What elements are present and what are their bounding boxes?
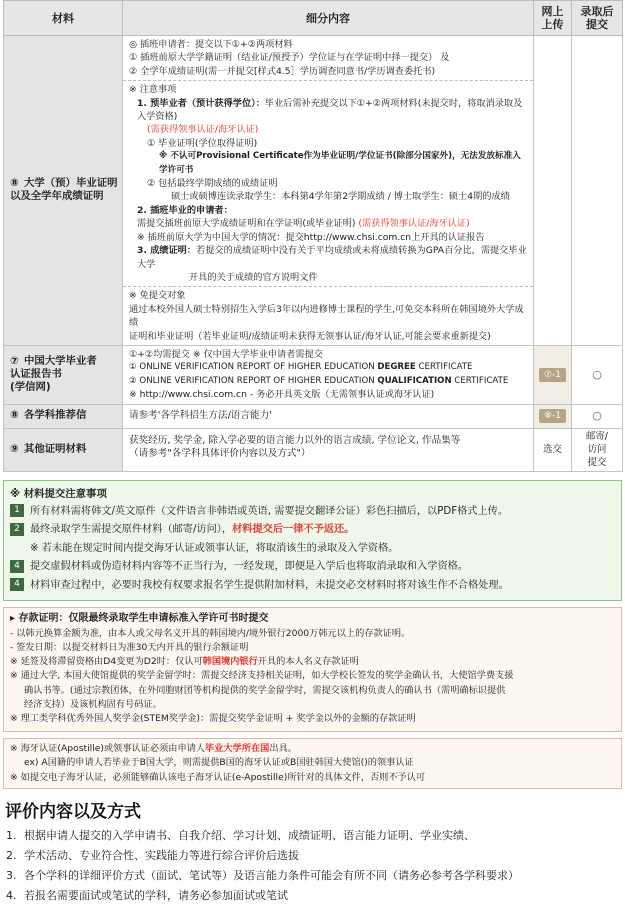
evaluation-item <box>6 886 622 906</box>
detail-text: 毕业后需补充提交以下①+②两项材料(未提交时，将取消录取及入学资格) <box>137 97 523 123</box>
detail-heading: 1. 预毕业者（预计获得学位）： <box>137 97 265 109</box>
divider <box>123 80 533 81</box>
apostille-line <box>10 742 615 757</box>
note-number: 4 <box>10 578 24 591</box>
apostille-box <box>3 738 622 790</box>
header-detail: 细分内容 <box>123 1 534 36</box>
cell-upload-chsi <box>534 345 572 404</box>
detail-text: QUALIFICATION <box>377 375 452 386</box>
deposit-text: 开具的本人名义存款证明 <box>257 656 359 668</box>
detail-text: (需获得领事认证/海牙认证) <box>358 218 470 230</box>
evaluation-number: 3. <box>6 869 17 883</box>
detail-line <box>129 361 529 374</box>
row-detail-chsi <box>123 345 534 404</box>
apostille-text: 出具。 <box>269 742 297 754</box>
detail-text: CERTIFICATE <box>415 362 473 373</box>
row-number: ⑧ <box>10 177 19 190</box>
detail-line: ※ 注意事项 <box>129 84 177 96</box>
table-row-graduation <box>4 36 623 346</box>
detail-text: CERTIFICATE <box>451 375 509 386</box>
evaluation-number: 2. <box>6 849 17 863</box>
detail-line: 证明和毕业证明（若毕业证明/成绩证明未获得无领事认证/海牙认证,可能会要求重新提交) <box>129 330 491 342</box>
upload-tag: ⑧-1 <box>539 409 566 423</box>
table-row-recommendation <box>4 404 623 428</box>
upload-tag: ⑦-1 <box>539 368 566 382</box>
submit-after-circle: ○ <box>592 367 602 381</box>
evaluation-text: 若报名需要面试或笔试的学科，请务必参加面试或笔试 <box>24 889 288 903</box>
note-item <box>10 540 615 559</box>
row-detail-graduation <box>123 36 534 346</box>
deposit-line: 确认书等。(通过宗教团体，在外同胞财团等机构提供的奖学金留学时，需提交该机构负责人的确认书（需明确标识提供 <box>24 684 506 696</box>
apostille-text: ※ 海牙认证(Apostille)或领事认证必须由申请人 <box>10 742 206 754</box>
evaluation-item <box>6 866 622 886</box>
note-item <box>10 558 615 577</box>
row-number: ⑦ <box>10 354 19 367</box>
detail-line: 硕士或硕博连读录取学生：本科第4学年第2学期成绩 / 博士取学生：硕士4期的成绩 <box>171 191 510 203</box>
detail-line <box>129 244 529 271</box>
deposit-line: - 签发日期：以提交材料日为准30天内开具的银行余额证明 <box>10 641 249 653</box>
detail-line: ① 插班前原大学学籍证明（结业证/预授予）学位证与在学证明中择一提交） 及 <box>129 52 450 64</box>
row-label-text: 大学（预）毕业证明 以及全学年成绩证明 <box>10 177 118 203</box>
divider <box>123 286 533 287</box>
row-detail-recommendation: 请参考'各学科招生方法/语言能力' <box>123 404 534 428</box>
table-row-chsi <box>4 345 623 404</box>
evaluation-text: 学术活动、专业符合性、实践能力等进行综合评价后选拔 <box>24 849 299 863</box>
deposit-line: 经济支持）及该机构固有号码证。 <box>24 699 162 711</box>
row-label-other <box>4 428 123 471</box>
note-item <box>10 503 615 522</box>
cell-after-graduation <box>572 36 623 346</box>
detail-line: ◎ 插班申请者：提交以下①+②两项材料 <box>129 39 293 50</box>
detail-line: ② 包括最终学期成绩的成绩证明 <box>147 178 278 190</box>
deposit-line: ※ 通过大学, 本国大使馆提供的奖学金留学时：需提交经济支持相关证明，如大学校长签发的奖学金确认书，大使馆学费支援 <box>10 670 514 682</box>
detail-line: 开具的关于成绩的官方说明文件 <box>189 271 318 283</box>
evaluation-number: 4. <box>6 889 17 903</box>
note-item <box>10 521 615 540</box>
deposit-title: ▸ 存款证明：仅限最终录取学生申请标准入学许可书时提交 <box>10 613 269 625</box>
deposit-line: ※ 理工类学科优秀外国人奖学金(STEM奖学金)：需提交奖学金证明 + 奖学金以外的金额的存款证明 <box>10 713 416 725</box>
detail-line: （请参考"各学科具体评价内容以及方式"） <box>129 447 311 459</box>
apostille-line: ※ 如提交电子海牙认证，必须能够确认该电子海牙认证(e-Apostille)所针对的具体文件，否则不予认可 <box>10 771 426 783</box>
evaluation-number: 1. <box>6 829 17 843</box>
note-number: 4 <box>10 560 24 573</box>
detail-text: DEGREE <box>377 362 416 373</box>
detail-line: ① 毕业证明(学位取得证明) <box>147 137 258 149</box>
detail-line: ※ http://www.chsi.com.cn - 务必开具英文版（无需领事认证或海牙认证) <box>129 389 435 401</box>
detail-text: ② ONLINE VERIFICATION REPORT OF HIGHER EDUCATION <box>129 375 378 386</box>
evaluation-list <box>3 826 622 906</box>
cell-after-chsi <box>572 345 623 404</box>
row-label-text: 中国大学毕业者 认证报告书 (学信网) <box>10 354 97 394</box>
note-text: 最终录取学生需提交原件材料（邮寄/访问）， <box>30 524 233 536</box>
evaluation-title: 评价内容以及方式 <box>5 802 141 823</box>
submit-after-circle: ○ <box>592 408 602 422</box>
evaluation-text: 各个学科的详细评价方式（面试、笔试等）及语言能力条件可能会有所不同（请务必参考各学科要求） <box>24 869 519 883</box>
note-warning: 材料提交后一律不予返还。 <box>232 524 355 536</box>
table-header-row <box>4 1 623 36</box>
detail-line: ※ 不认可Provisional Certificate作为毕业证明/学位证书(除部分国家外)，无法发放标准入学许可书 <box>159 151 521 175</box>
row-label-chsi <box>4 345 123 404</box>
detail-text: 若提交的成绩证明中没有关于平均成绩或未将成绩转换为GPA百分比，需提交毕业大学 <box>137 245 527 270</box>
evaluation-item <box>6 826 622 846</box>
header-upload: 网上 上传 <box>534 1 572 36</box>
detail-line <box>129 97 529 124</box>
note-text: 材料审查过程中，必要时我校有权要求报名学生提供附加材料，未提交必交材料时将对该生作不合格处理。 <box>30 579 509 591</box>
detail-text: 需提交插班前原大学成绩证明和在学证明(或毕业证明) <box>137 218 356 230</box>
deposit-text: ※ 延签及将滞留资格由D4变更为D2时：仅认可 <box>10 656 203 668</box>
requirements-table <box>3 0 623 472</box>
detail-heading: 3. 成绩证明： <box>137 245 197 257</box>
note-text: ※ 若未能在规定时间内提交海牙认证或领事认证，将取消该生的录取及入学资格。 <box>30 542 399 554</box>
apostille-highlight: 毕业大学所在国 <box>205 742 270 754</box>
page <box>3 0 622 906</box>
deposit-highlight: 韩国境内银行 <box>202 656 258 668</box>
detail-line: 获奖经历, 奖学金, 除入学必要的语言能力以外的语言成绩, 学位论文, 作品集等 <box>129 434 461 446</box>
detail-line <box>129 217 529 230</box>
deposit-line: - 以韩元换算金额为准，由本人或父母名义开具的韩国境内/境外银行2000万韩元以上的存款证明。 <box>10 627 411 639</box>
cell-after-other: 邮寄/ 访问 提交 <box>572 428 623 471</box>
cell-upload-graduation <box>534 36 572 346</box>
note-text: 所有材料需将韩文/英文原件（文件语言非韩语或英语, 需要提交翻译公证）彩色扫描后，以PDF格式上传。 <box>30 505 509 517</box>
detail-line: 通过本校外国人硕士特别招生入学后3年以内进修博士课程的学生,可免交本科所在韩国境外大学成绩 <box>129 303 524 329</box>
row-detail-other <box>123 428 534 471</box>
note-number: 1 <box>10 504 24 517</box>
row-label-graduation <box>4 36 123 346</box>
header-material: 材料 <box>4 1 123 36</box>
row-label-recommendation <box>4 404 123 428</box>
row-label-text: 各学科推荐信 <box>24 409 87 422</box>
detail-line: 2. 插班毕业的申请者： <box>137 204 233 216</box>
cell-after-recommendation <box>572 404 623 428</box>
detail-line: ② 全学年成绩证明(需一并提交[样式4.5］学历调查同意书/学历调查委托书) <box>129 65 436 77</box>
deposit-box <box>3 607 622 731</box>
header-after: 录取后 提交 <box>572 1 623 36</box>
note-item <box>10 577 615 596</box>
evaluation-item <box>6 846 622 866</box>
row-number: ⑧ <box>10 409 19 422</box>
detail-line <box>129 375 529 388</box>
submission-notes-box <box>3 480 622 602</box>
cell-upload-recommendation <box>534 404 572 428</box>
table-row-other <box>4 428 623 471</box>
detail-text: ① ONLINE VERIFICATION REPORT OF HIGHER EDUCATION <box>129 362 378 373</box>
evaluation-text: 根据申请人提交的入学申请书、自我介绍、学习计划、成绩证明、语言能力证明、学业实绩、 <box>24 829 475 843</box>
cell-upload-other: 选交 <box>534 428 572 471</box>
note-number: 2 <box>10 523 24 536</box>
detail-line: ※ 免提交对象 <box>129 290 186 302</box>
notes-title: ※ 材料提交注意事项 <box>10 487 107 500</box>
note-text: 提交虚假材料或伪造材料内容等不正当行为，一经发现，即便是入学后也将取消录取和入学资格。 <box>30 561 469 573</box>
detail-line: ①+②均需提交 ※ 仅中国大学毕业申请者需提交 <box>129 348 323 360</box>
deposit-line <box>10 655 615 669</box>
detail-line: ※ 插班前原大学为中国大学的情况：提交http://www.chsi.com.cn上开具的认证报告 <box>137 231 485 243</box>
apostille-line: ex) A国籍的申请人若毕业于B国大学，则需提供B国的海牙认证或B国驻韩国大使馆()的领事认证 <box>24 757 414 769</box>
row-number: ⑨ <box>10 442 19 455</box>
row-label-text: 其他证明材料 <box>24 442 87 455</box>
detail-line: (需获得领事认证/海牙认证) <box>147 124 259 136</box>
